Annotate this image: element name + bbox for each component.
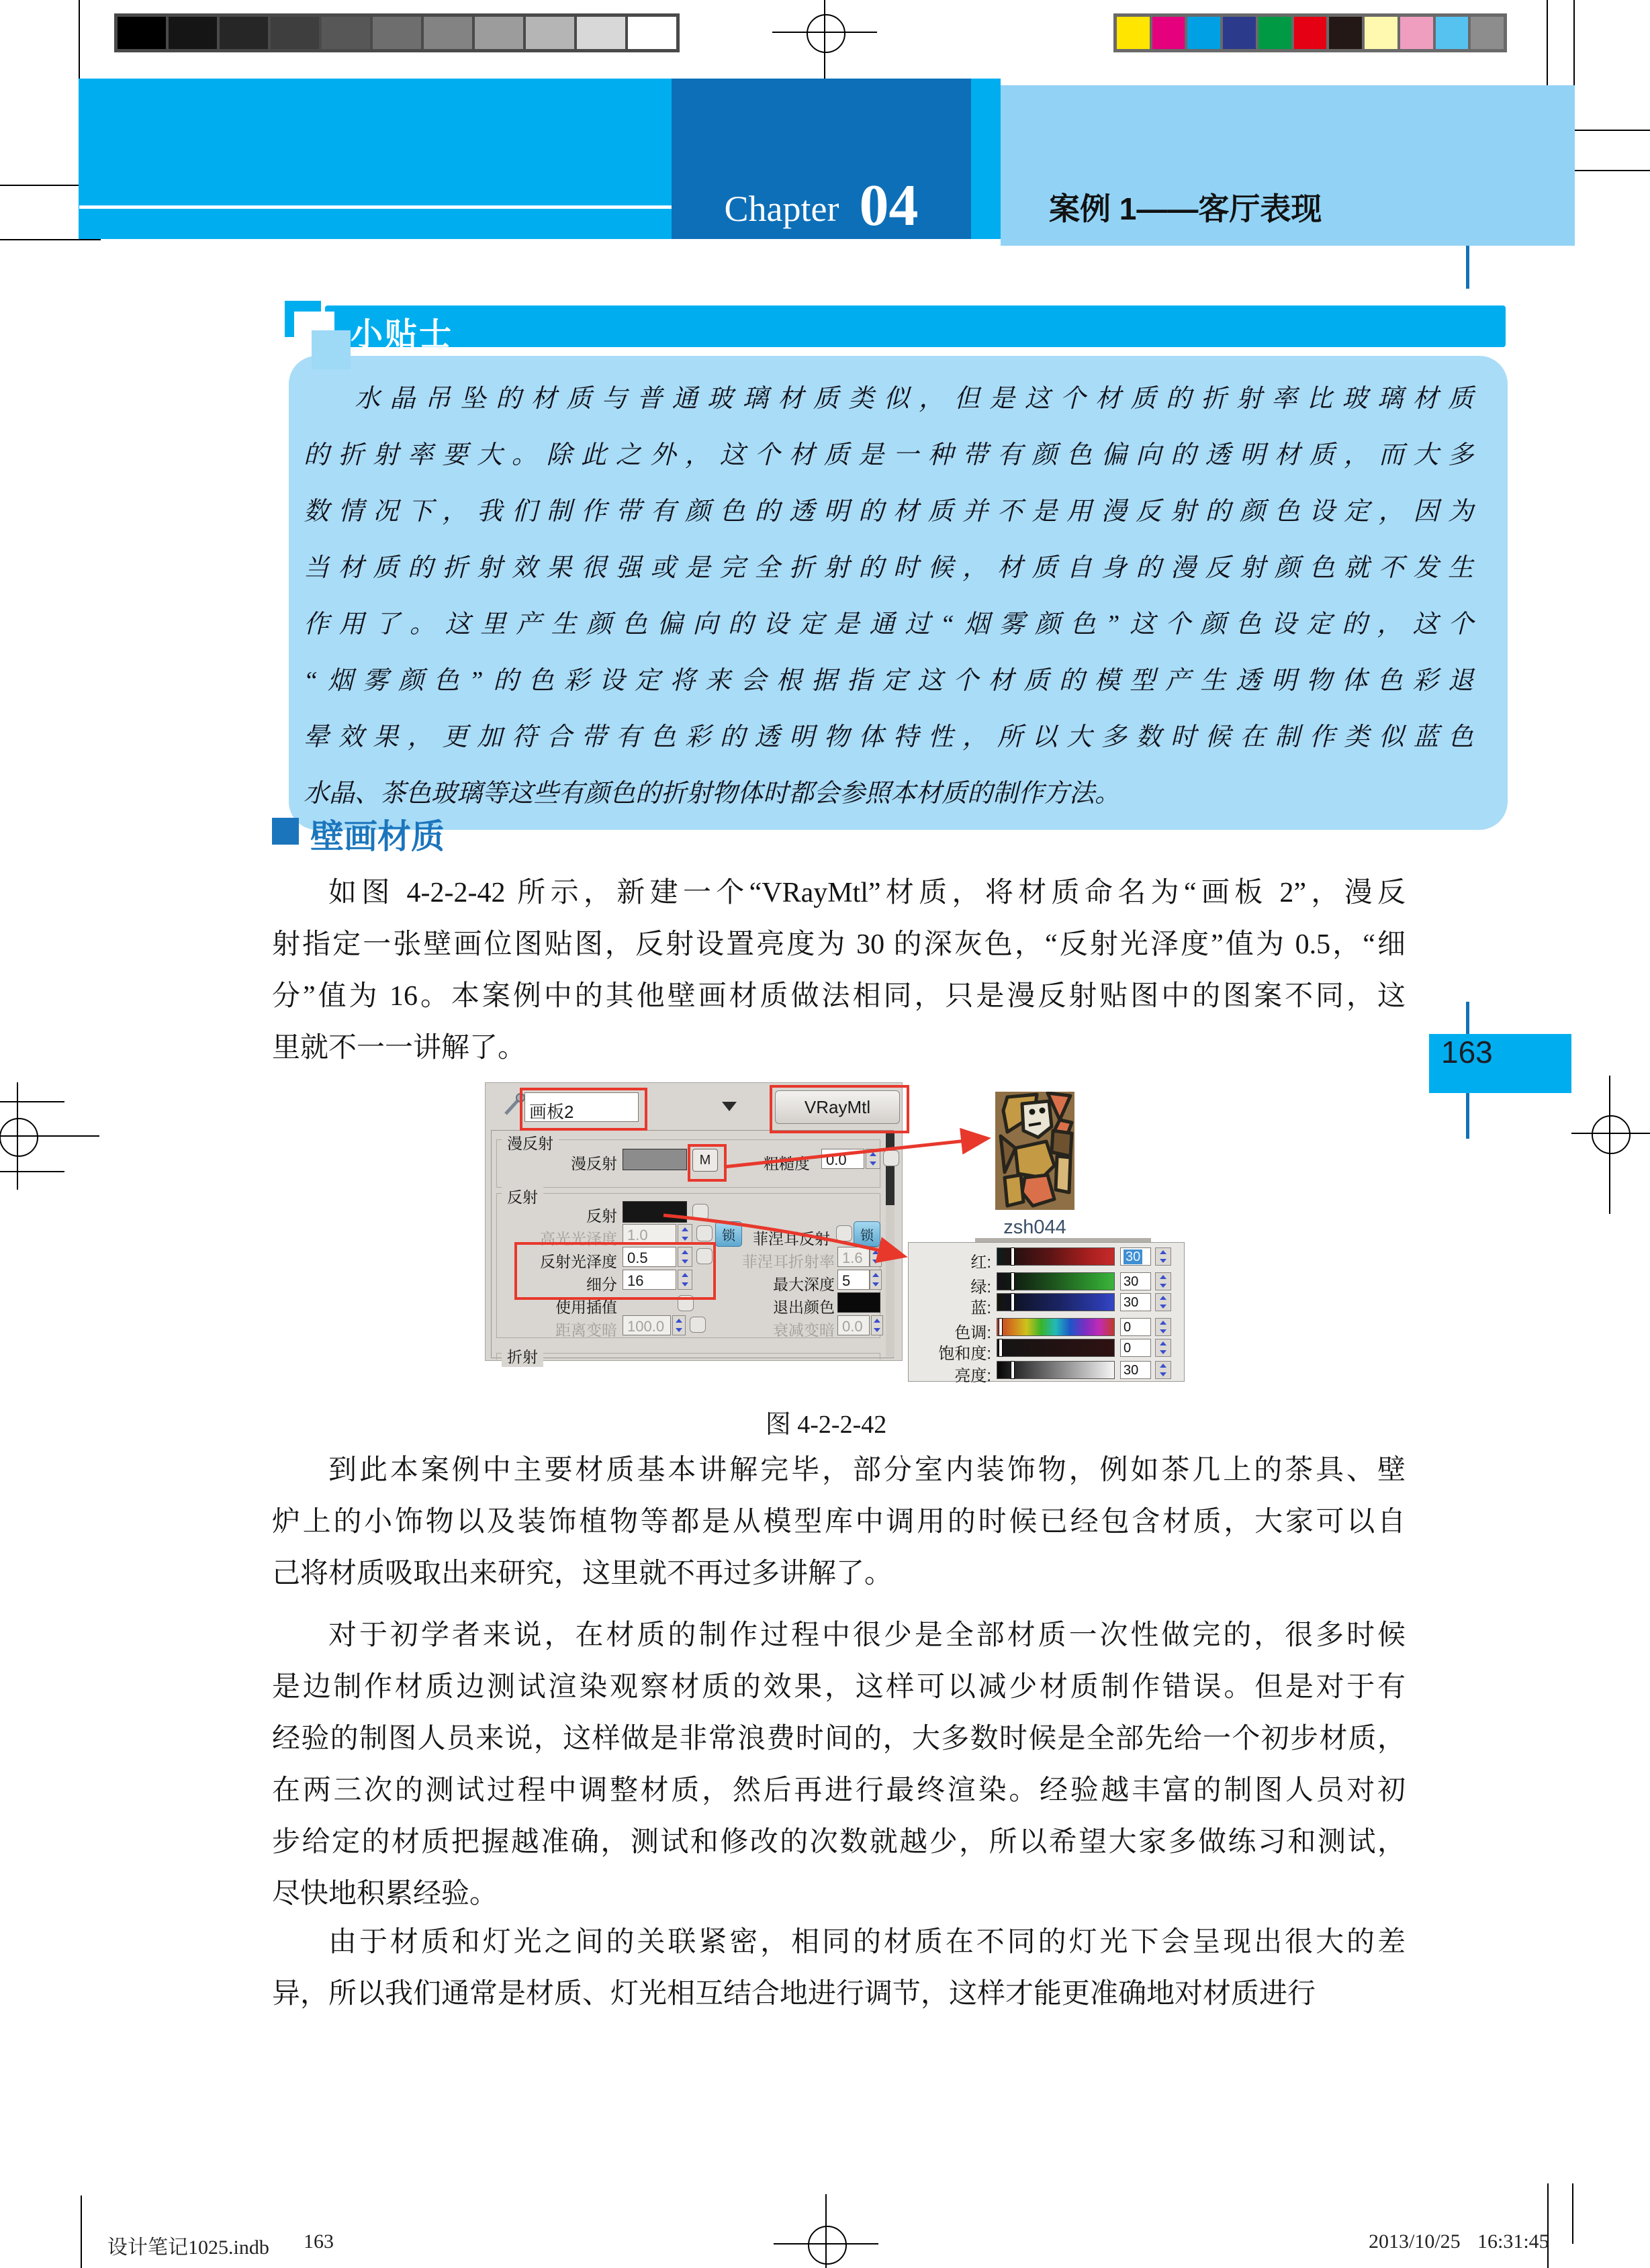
calibration-swatch: [628, 17, 676, 49]
registration-mark-line: [772, 32, 877, 33]
calibration-swatch: [1223, 17, 1256, 49]
blue-slider: [997, 1293, 1115, 1311]
material-type-button: VRayMtl: [775, 1090, 900, 1124]
registration-mark-icon: [808, 2226, 847, 2265]
chapter-box: [672, 79, 971, 239]
margin-guide-line: [1466, 1002, 1469, 1034]
footer-page: 163: [304, 2230, 334, 2253]
calibration-swatch: [118, 17, 166, 49]
text-line: 己将材质吸取出来研究，这里就不再过多讲解了。: [272, 1558, 893, 1589]
spinner-down-icon: [1156, 1327, 1171, 1336]
annotation-box-map-button: [688, 1144, 727, 1182]
spinner: [1155, 1361, 1171, 1379]
text-line: 是边制作材质边测试渲染观察材质的效果，这样可以减少材质制作错误。但是对于有: [272, 1672, 1406, 1703]
red-slider: [997, 1247, 1115, 1266]
calibration-swatch: [1436, 17, 1469, 49]
diffuse-rollout-label: 漫反射: [502, 1131, 559, 1153]
margin-guide-line: [1466, 246, 1469, 289]
calibration-swatch: [1471, 17, 1504, 49]
text-line: 炉上的小饰物以及装饰植物等都是从模型库中调用的时候已经包含材质，大家可以自: [272, 1507, 1406, 1538]
slider-marker-icon: [1011, 1362, 1014, 1378]
calibration-swatch: [526, 17, 574, 49]
section-bullet-icon: [272, 818, 299, 845]
crop-mark: [1547, 2183, 1549, 2268]
slider-marker-icon: [1011, 1248, 1014, 1265]
text-line: 经验的制图人员来说，这样做是非常浪费时间的，大多数时候是全部先给一个初步材质，: [272, 1723, 1406, 1754]
calibration-swatch: [169, 17, 217, 49]
calibration-swatch: [373, 17, 421, 49]
calibration-swatch: [220, 17, 268, 49]
paragraph: [272, 1610, 1406, 1920]
spinner-up-icon: [1156, 1319, 1171, 1327]
spinner-up-icon: [1156, 1273, 1171, 1282]
material-name-field: 画板2: [524, 1092, 639, 1122]
registration-mark-icon: [0, 1118, 38, 1157]
tip-title: 小贴士: [351, 317, 454, 352]
crop-mark: [1573, 170, 1650, 171]
tip-line: “烟雾颜色”的色彩设定将来会根据指定这个材质的模型产生透明物体色彩退: [304, 667, 1473, 695]
text-line: 里就不一一讲解了。: [272, 1033, 526, 1064]
reflection-rollout-label: 反射: [502, 1185, 543, 1207]
chapter-number: 04: [859, 173, 919, 238]
reflect-gloss-label: 反射光泽度: [540, 1253, 617, 1270]
hue-label: 色调:: [954, 1324, 991, 1342]
spinner: [1155, 1318, 1171, 1336]
diffuse-map-button: M: [692, 1149, 718, 1172]
page-number-tab: [1429, 1034, 1571, 1093]
saturation-slider: [997, 1339, 1115, 1357]
crop-mark: [0, 239, 101, 240]
slider-marker-icon: [999, 1339, 1002, 1356]
dim-falloff-field: 0.0: [837, 1315, 870, 1335]
calibration-swatch: [424, 17, 472, 49]
paragraph: [272, 1445, 1406, 1600]
tip-line: 水晶、茶色玻璃等这些有颜色的折射物体时都会参照本材质的制作方法。: [304, 779, 1121, 808]
text-line: 步给定的材质把握越准确，测试和修改的次数就越少，所以希望大家多做练习和测试，: [272, 1827, 1406, 1858]
lock-button: 锁: [715, 1221, 742, 1247]
calibration-swatch: [1258, 17, 1291, 49]
calibration-swatch: [271, 17, 319, 49]
wall-painting-thumbnail: [995, 1092, 1074, 1210]
registration-mark-line: [0, 1135, 99, 1137]
text-line: 异，所以我们通常是材质、灯光相互结合地进行调节，这样才能更准确地对材质进行: [272, 1979, 1316, 2010]
text-line: 对于初学者来说，在材质的制作过程中很少是全部材质一次性做完的，很多时候: [328, 1620, 1406, 1651]
text-line: 由于材质和灯光之间的关联紧密，相同的材质在不同的灯光下会呈现出很大的差: [328, 1927, 1406, 1958]
case-title: 案例 1——客厅表现: [1049, 191, 1322, 226]
crop-mark: [81, 2195, 82, 2268]
paragraph: [272, 1917, 1406, 2020]
spinner-down-icon: [1156, 1257, 1171, 1266]
annotation-box-material-type: [770, 1085, 909, 1133]
blue-value: 30: [1120, 1293, 1151, 1311]
fresnel-ior-label: 菲涅耳折射率: [742, 1253, 835, 1270]
blue-label: 蓝:: [970, 1299, 991, 1317]
calibration-swatch: [1152, 17, 1185, 49]
registration-mark-icon: [807, 14, 845, 53]
calibration-swatch: [475, 17, 523, 49]
section-title: 壁画材质: [310, 818, 445, 855]
red-value: [1120, 1247, 1151, 1266]
tip-text: [304, 371, 1473, 822]
text-line: 在两三次的测试过程中调整材质，然后再进行最终渲染。经验越丰富的制图人员对初: [272, 1775, 1406, 1806]
green-label: 绿:: [970, 1278, 991, 1296]
registration-mark-line: [1571, 1133, 1650, 1134]
saturation-label: 饱和度:: [938, 1345, 991, 1363]
slider-marker-icon: [999, 1319, 1002, 1335]
crop-mark: [1572, 2183, 1573, 2244]
value-slider: [997, 1361, 1115, 1379]
roughness-label: 粗糙度: [764, 1155, 810, 1172]
registration-mark-line: [0, 1101, 64, 1102]
text-line: 如图 4-2-2-42 所示，新建一个“VRayMtl”材质，将材质命名为“画板 2”，漫反: [328, 878, 1406, 908]
spinner-up-icon: [1156, 1339, 1171, 1348]
use-interpolation-label: 使用插值: [555, 1298, 617, 1316]
margin-guide-line: [1466, 1093, 1469, 1139]
subdivs-field: 16: [623, 1270, 676, 1290]
hue-slider: [997, 1318, 1115, 1336]
annotation-box-gloss-subdivs: [514, 1242, 716, 1300]
registration-mark-line: [825, 2194, 827, 2268]
thumbnail-label: zsh044: [1003, 1217, 1066, 1238]
footer-file-name: 设计笔记1025.indb: [107, 2236, 269, 2259]
spinner: [1155, 1247, 1171, 1266]
fresnel-ior-field: 1.6: [837, 1247, 870, 1267]
dim-falloff-label: 衰减变暗: [773, 1321, 835, 1339]
spinner-up-icon: [1156, 1294, 1171, 1303]
red-value-text: 30: [1124, 1249, 1142, 1264]
annotation-box-material-name: [520, 1088, 647, 1131]
calibration-swatch: [577, 17, 625, 49]
text-line: 到此本案例中主要材质基本讲解完毕，部分室内装饰物，例如茶几上的茶具、壁: [328, 1455, 1406, 1486]
roughness-field: 0.0: [821, 1149, 864, 1169]
fresnel-label: 菲涅耳反射: [753, 1230, 830, 1247]
registration-mark-line: [774, 2243, 878, 2245]
reflect-label: 反射: [586, 1207, 617, 1225]
max-depth-field: 5: [837, 1270, 870, 1290]
registration-mark-icon: [1592, 1115, 1631, 1154]
arrow-to-thumbnail: [724, 1139, 984, 1167]
color-calibration-bar: [1113, 13, 1507, 52]
calibration-swatch: [1400, 17, 1433, 49]
calibration-swatch: [322, 17, 370, 49]
subdivs-label: 细分: [586, 1276, 617, 1293]
tip-line: 晕效果，更加符合带有色彩的透明物体特性，所以大多数时候在制作类似蓝色: [304, 723, 1473, 751]
spinner: [1155, 1293, 1171, 1311]
footer-time: 16:31:45: [1477, 2230, 1549, 2253]
reflect-gloss-field: 0.5: [623, 1247, 676, 1267]
slider-marker-icon: [1011, 1294, 1014, 1311]
calibration-swatch: [1187, 17, 1220, 49]
red-label: 红:: [970, 1254, 991, 1272]
green-value: 30: [1120, 1272, 1151, 1290]
footer-date: 2013/10/25: [1369, 2230, 1461, 2253]
value-value: 30: [1120, 1361, 1151, 1379]
grayscale-calibration-bar: [114, 13, 680, 52]
header-rule: [79, 205, 672, 209]
registration-mark-line: [0, 1171, 64, 1172]
dim-distance-field: 100.0: [623, 1315, 671, 1335]
spinner-down-icon: [1156, 1348, 1171, 1357]
spinner-up-icon: [1156, 1248, 1171, 1257]
color-selector-panel: [908, 1238, 1185, 1385]
dim-distance-label: 距离变暗: [555, 1321, 617, 1339]
calibration-swatch: [1294, 17, 1327, 49]
text-line: 分”值为 16。本案例中的其他壁画材质做法相同，只是漫反射贴图中的图案不同，这: [272, 981, 1406, 1012]
hilight-gloss-label: 高光光泽度: [540, 1230, 617, 1247]
text-line: 尽快地积累经验。: [272, 1879, 498, 1909]
tip-line: 当材质的折射效果很强或是完全折射的时候，材质自身的漫反射颜色就不发生: [304, 554, 1473, 582]
chapter-label: Chapter: [724, 189, 839, 229]
tip-title-bar: [325, 305, 1506, 347]
value-label: 亮度:: [954, 1367, 991, 1385]
calibration-swatch: [1117, 17, 1150, 49]
spinner-down-icon: [1156, 1370, 1171, 1379]
spinner: [1155, 1339, 1171, 1357]
hue-value: 0: [1120, 1318, 1151, 1336]
spinner-down-icon: [1156, 1282, 1171, 1290]
spinner-down-icon: [1156, 1303, 1171, 1311]
refraction-rollout-label: 折射: [502, 1345, 543, 1367]
paragraph: [272, 867, 1406, 1074]
registration-mark-line: [824, 0, 825, 79]
green-slider: [997, 1272, 1115, 1290]
figure-caption: 图 4-2-2-42: [765, 1411, 887, 1439]
calibration-swatch: [1329, 17, 1362, 49]
exit-color-label: 退出颜色: [773, 1298, 835, 1316]
saturation-value: 0: [1120, 1339, 1151, 1357]
tip-logo-square-light: [312, 330, 351, 369]
max-depth-label: 最大深度: [773, 1276, 835, 1293]
tip-line: 数情况下，我们制作带有颜色的透明的材质并不是用漫反射的颜色设定，因为: [304, 498, 1473, 526]
diffuse-label: 漫反射: [571, 1155, 617, 1172]
tip-line: 作用了。这里产生颜色偏向的设定是通过“烟雾颜色”这个颜色设定的，这个: [304, 610, 1473, 639]
calibration-swatch: [1365, 17, 1397, 49]
slider-marker-icon: [1011, 1273, 1014, 1290]
case-title-box: [1001, 85, 1575, 246]
tip-line: 的折射率要大。除此之外，这个材质是一种带有颜色偏向的透明材质，而大多: [304, 441, 1473, 469]
spinner-up-icon: [1156, 1362, 1171, 1370]
tip-line: 水晶吊坠的材质与普通玻璃材质类似，但是这个材质的折射率比玻璃材质: [355, 385, 1473, 413]
lock-button: 锁: [854, 1221, 880, 1247]
text-line: 射指定一张壁画位图贴图，反射设置亮度为 30 的深灰色，“反射光泽度”值为 0.5，“细: [272, 929, 1406, 960]
hilight-gloss-field: 1.0: [623, 1224, 676, 1244]
page-number: 163: [1441, 1035, 1493, 1070]
registration-mark-line: [1609, 1076, 1610, 1214]
spinner: [1155, 1272, 1171, 1290]
